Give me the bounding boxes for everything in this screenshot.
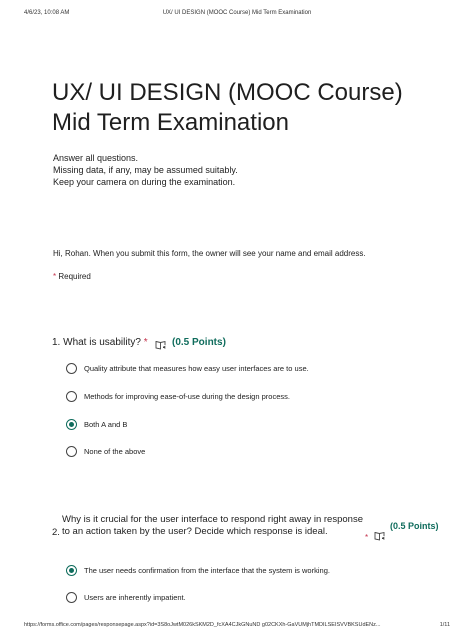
radio-button-selected[interactable]: [66, 419, 77, 430]
question-text: Why is it crucial for the user interface to respond right away in response to an action taken by the user? Decide which response is ideal.: [62, 514, 363, 537]
option-label: Users are inherently impatient.: [84, 592, 186, 602]
radio-button[interactable]: [66, 391, 77, 402]
q1-option-2[interactable]: [66, 389, 290, 403]
form-description: [53, 152, 238, 188]
option-label: Quality attribute that measures how easy user interfaces are to use.: [84, 363, 309, 373]
question-1-title: [52, 337, 148, 348]
q1-option-1[interactable]: [66, 361, 309, 375]
question-number: 2.: [52, 527, 60, 538]
question-number: 1.: [52, 337, 61, 348]
radio-button-selected[interactable]: [66, 565, 77, 576]
radio-button[interactable]: [66, 363, 77, 374]
option-label: Both A and B: [84, 419, 128, 429]
radio-button[interactable]: [66, 592, 77, 603]
page-number: 1/11: [439, 622, 450, 628]
option-label: Methods for improving ease-of-use during the design process.: [84, 391, 290, 401]
q1-option-3[interactable]: [66, 417, 127, 431]
q1-option-4[interactable]: [66, 444, 145, 458]
description-line: Keep your camera on during the examination.: [53, 177, 236, 187]
question-points: (0.5 Points): [390, 521, 439, 531]
immersive-reader-icon[interactable]: [374, 528, 386, 538]
q2-option-2[interactable]: [66, 590, 186, 604]
description-line: Missing data, if any, may be assumed suitably.: [53, 165, 238, 175]
immersive-reader-icon[interactable]: [155, 337, 167, 347]
question-required-star: *: [143, 337, 148, 348]
option-label: The user needs confirmation from the interface that the system is working.: [84, 565, 330, 575]
form-title: UX/ UI DESIGN (MOOC Course) Mid Term Examination: [52, 79, 403, 136]
print-doc-title: UX/ UI DESIGN (MOOC Course) Mid Term Examination: [162, 10, 312, 16]
question-text: What is usability?: [63, 337, 141, 348]
required-label: Required: [58, 272, 91, 281]
question-points: (0.5 Points): [172, 337, 226, 348]
option-label: None of the above: [84, 446, 146, 456]
print-url[interactable]: https://forms.office.com/pages/responsepage.aspx?id=3S8oJwtM026kSKM2D_fcXA4CJkGNuND g02CKXh-GaVUMjhTMDILSEISVVBKSUdENz...: [24, 622, 381, 628]
radio-button[interactable]: [66, 446, 77, 457]
print-datetime: 4/6/23, 10:08 AM: [24, 10, 70, 16]
required-note: [53, 272, 91, 281]
required-star: *: [53, 272, 57, 281]
identity-notice: Hi, Rohan. When you submit this form, the owner will see your name and email address.: [53, 249, 366, 258]
q2-option-1[interactable]: [66, 563, 330, 577]
description-line: Answer all questions.: [53, 153, 139, 163]
question-required-star: *: [365, 533, 369, 542]
